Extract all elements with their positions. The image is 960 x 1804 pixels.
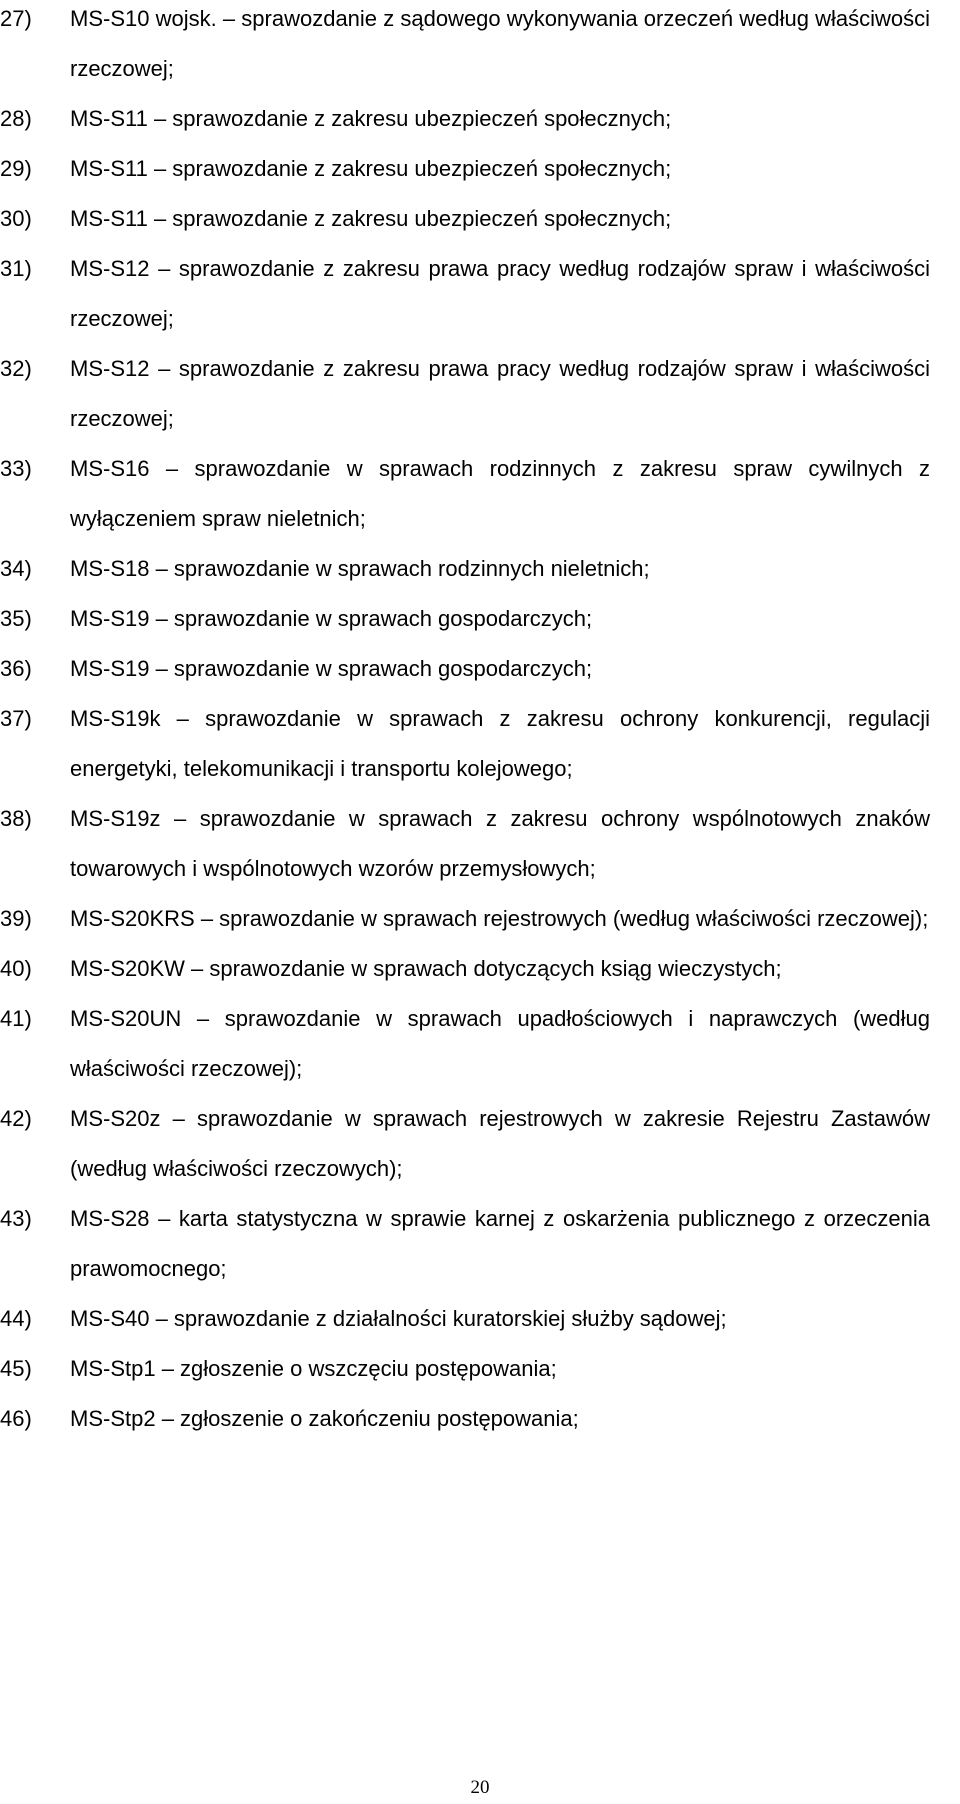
item-number: 32) <box>0 356 32 381</box>
item-number: 43) <box>0 1206 32 1231</box>
item-number: 44) <box>0 1306 32 1331</box>
list-item <box>0 694 960 794</box>
list-item <box>0 344 960 444</box>
item-number: 42) <box>0 1106 32 1131</box>
item-text: MS-S19 – sprawozdanie w sprawach gospodarczych; <box>70 656 593 681</box>
list-item <box>0 144 960 194</box>
item-text: MS-S19 – sprawozdanie w sprawach gospodarczych; <box>70 606 593 631</box>
item-number: 39) <box>0 906 32 931</box>
list-item <box>0 644 960 694</box>
list-item <box>0 794 960 894</box>
item-text: MS-Stp1 – zgłoszenie o wszczęciu postępowania; <box>70 1356 557 1381</box>
item-text: MS-S19k – sprawozdanie w sprawach z zakresu ochrony konkurencji, regulacji energetyki, telekomunikacji i transportu kolejowego; <box>70 706 930 781</box>
list-item <box>0 1344 960 1394</box>
item-text: MS-S18 – sprawozdanie w sprawach rodzinnych nieletnich; <box>70 556 650 581</box>
item-text: MS-S20KW – sprawozdanie w sprawach dotyczących ksiąg wieczystych; <box>70 956 782 981</box>
item-number: 29) <box>0 156 32 181</box>
item-number: 40) <box>0 956 32 981</box>
item-text: MS-S12 – sprawozdanie z zakresu prawa pracy według rodzajów spraw i właściwości rzeczowej; <box>70 256 930 331</box>
list-item <box>0 944 960 994</box>
item-number: 45) <box>0 1356 32 1381</box>
item-text: MS-S28 – karta statystyczna w sprawie karnej z oskarżenia publicznego z orzeczenia prawomocnego; <box>70 1206 930 1281</box>
item-text: MS-S16 – sprawozdanie w sprawach rodzinnych z zakresu spraw cywilnych z wyłączeniem spraw nieletnich; <box>70 456 930 531</box>
list-item <box>0 194 960 244</box>
list-item <box>0 894 960 944</box>
item-number: 35) <box>0 606 32 631</box>
item-text: MS-S11 – sprawozdanie z zakresu ubezpieczeń społecznych; <box>70 206 672 231</box>
page-number: 20 <box>470 1777 490 1798</box>
item-text: MS-S12 – sprawozdanie z zakresu prawa pracy według rodzajów spraw i właściwości rzeczowej; <box>70 356 930 431</box>
list-item <box>0 444 960 544</box>
item-number: 41) <box>0 1006 32 1031</box>
item-number: 31) <box>0 256 32 281</box>
item-text: MS-S11 – sprawozdanie z zakresu ubezpieczeń społecznych; <box>70 106 672 131</box>
item-number: 28) <box>0 106 32 131</box>
item-number: 38) <box>0 806 32 831</box>
item-text: MS-S40 – sprawozdanie z działalności kuratorskiej służby sądowej; <box>70 1306 727 1331</box>
list-item <box>0 1094 960 1194</box>
item-number: 27) <box>0 6 32 31</box>
item-text: MS-S10 wojsk. – sprawozdanie z sądowego wykonywania orzeczeń według właściwości rzeczowej; <box>70 6 930 81</box>
list-item <box>0 994 960 1094</box>
list-item <box>0 1194 960 1294</box>
item-number: 36) <box>0 656 32 681</box>
item-text: MS-S20UN – sprawozdanie w sprawach upadłościowych i naprawczych (według właściwości rzeczowej); <box>70 1006 930 1081</box>
list-item <box>0 94 960 144</box>
item-text: MS-S20KRS – sprawozdanie w sprawach rejestrowych (według właściwości rzeczowej); <box>70 906 929 931</box>
item-text: MS-S19z – sprawozdanie w sprawach z zakresu ochrony wspólnotowych znaków towarowych i wspólnotowych wzorów przemysłowych; <box>70 806 930 881</box>
list-item <box>0 1394 960 1444</box>
item-number: 34) <box>0 556 32 581</box>
item-text: MS-Stp2 – zgłoszenie o zakończeniu postępowania; <box>70 1406 579 1431</box>
list-item <box>0 244 960 344</box>
list-item <box>0 594 960 644</box>
item-number: 37) <box>0 706 32 731</box>
item-number: 33) <box>0 456 32 481</box>
item-number: 30) <box>0 206 32 231</box>
list-item <box>0 0 960 94</box>
list-item <box>0 544 960 594</box>
item-text: MS-S20z – sprawozdanie w sprawach rejestrowych w zakresie Rejestru Zastawów (według właściwości rzeczowych); <box>70 1106 930 1181</box>
item-text: MS-S11 – sprawozdanie z zakresu ubezpieczeń społecznych; <box>70 156 672 181</box>
item-number: 46) <box>0 1406 32 1431</box>
list-item <box>0 1294 960 1344</box>
